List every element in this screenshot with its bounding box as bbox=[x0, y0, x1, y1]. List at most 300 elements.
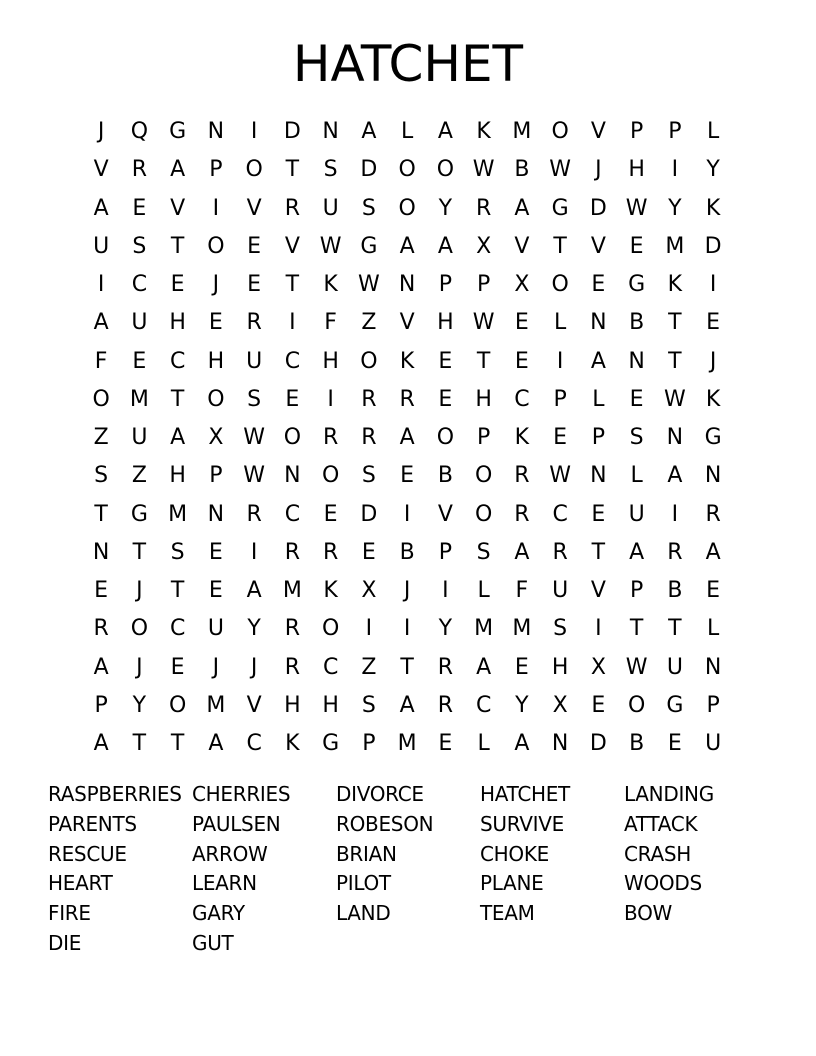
grid-letter: L bbox=[477, 578, 490, 603]
grid-letter: B bbox=[629, 731, 645, 756]
grid-letter: D bbox=[589, 195, 607, 221]
grid-letter: T bbox=[668, 310, 682, 336]
grid-letter: E bbox=[208, 310, 223, 336]
grid-letter: E bbox=[132, 348, 147, 374]
grid-letter: D bbox=[360, 157, 378, 183]
grid-letter: A bbox=[514, 539, 530, 565]
grid-letter: T bbox=[476, 348, 491, 374]
grid-row bbox=[82, 687, 732, 725]
grid-letter: Y bbox=[438, 616, 453, 642]
word-bank-item: DIVORCE bbox=[336, 782, 424, 806]
grid-letter: E bbox=[514, 310, 529, 336]
grid-letter: P bbox=[553, 386, 567, 412]
word-bank-item: RESCUE bbox=[48, 841, 127, 866]
grid-letter: L bbox=[630, 463, 643, 489]
grid-letter: H bbox=[628, 157, 645, 183]
grid-letter: K bbox=[399, 348, 415, 374]
grid-letter: E bbox=[438, 731, 453, 756]
grid-letter: M bbox=[397, 731, 417, 756]
grid-letter: L bbox=[706, 616, 720, 642]
grid-letter: R bbox=[552, 539, 568, 565]
grid-letter: J bbox=[97, 119, 105, 144]
grid-letter: R bbox=[246, 310, 262, 336]
grid-letter: A bbox=[361, 119, 377, 144]
grid-letter: W bbox=[625, 195, 648, 221]
grid-letter: E bbox=[170, 272, 185, 297]
grid-letter: L bbox=[706, 119, 720, 144]
grid-letter: O bbox=[207, 233, 225, 259]
grid-letter: O bbox=[207, 386, 225, 412]
word-bank-item: DIE bbox=[48, 930, 82, 955]
grid-letter: M bbox=[512, 616, 532, 642]
grid-letter: A bbox=[170, 157, 186, 183]
grid-letter: I bbox=[556, 348, 564, 374]
grid-letter: E bbox=[323, 501, 338, 527]
grid-letter: O bbox=[474, 463, 493, 489]
grid-letter: I bbox=[289, 310, 296, 336]
word-bank-item: LEARN bbox=[192, 871, 257, 896]
grid-letter: N bbox=[207, 119, 225, 144]
word-bank-item: BOW bbox=[624, 901, 672, 926]
grid-letter: I bbox=[97, 272, 105, 297]
grid-letter: Y bbox=[706, 157, 720, 183]
grid-letter: I bbox=[327, 386, 334, 412]
word-bank-item: PARENTS bbox=[48, 811, 137, 836]
grid-letter: W bbox=[243, 425, 265, 450]
grid-letter: V bbox=[399, 310, 415, 336]
grid-letter: P bbox=[94, 692, 108, 718]
grid-letter: P bbox=[438, 272, 453, 297]
grid-letter: S bbox=[170, 539, 185, 565]
grid-letter: T bbox=[668, 616, 682, 642]
grid-letter: F bbox=[94, 348, 108, 374]
grid-letter: C bbox=[169, 348, 186, 374]
grid-letter: O bbox=[245, 157, 263, 183]
grid-letter: V bbox=[590, 578, 606, 603]
grid-letter: E bbox=[514, 348, 529, 374]
grid-letter: W bbox=[243, 463, 265, 489]
grid-letter: R bbox=[322, 425, 339, 450]
grid-letter: F bbox=[515, 578, 529, 603]
grid-letter: E bbox=[629, 386, 644, 412]
grid-letter: U bbox=[666, 654, 683, 680]
grid-letter: C bbox=[131, 272, 148, 297]
grid-letter: I bbox=[365, 616, 373, 642]
grid-letter: W bbox=[625, 654, 648, 680]
grid-letter: B bbox=[399, 539, 415, 565]
grid-letter: D bbox=[704, 233, 722, 259]
grid-letter: T bbox=[94, 501, 108, 527]
grid-letter: A bbox=[590, 348, 606, 374]
grid-letter: M bbox=[474, 616, 494, 642]
grid-letter: G bbox=[360, 233, 378, 259]
grid-letter: K bbox=[705, 195, 721, 221]
grid-row bbox=[82, 343, 732, 381]
grid-letter: B bbox=[437, 463, 453, 489]
grid-letter: H bbox=[475, 386, 492, 412]
grid-letter: T bbox=[132, 731, 147, 756]
grid-letter: D bbox=[589, 731, 607, 756]
grid-row bbox=[82, 113, 732, 151]
grid-letter: B bbox=[629, 310, 645, 336]
grid-letter: R bbox=[322, 539, 339, 565]
grid-letter: R bbox=[705, 501, 721, 527]
grid-letter: C bbox=[169, 616, 186, 642]
grid-letter: I bbox=[250, 539, 258, 565]
grid-letter: J bbox=[250, 654, 258, 680]
grid-letter: J bbox=[403, 578, 411, 603]
grid-letter: E bbox=[438, 348, 453, 374]
grid-letter: C bbox=[514, 386, 530, 412]
word-bank-item: ROBESON bbox=[336, 811, 434, 836]
word-bank-item: GARY bbox=[192, 901, 245, 926]
grid-letter: A bbox=[93, 195, 109, 221]
grid-letter: I bbox=[250, 119, 258, 144]
grid-letter: E bbox=[285, 386, 300, 412]
grid-letter: A bbox=[437, 233, 453, 259]
grid-letter: R bbox=[93, 616, 109, 642]
grid-letter: A bbox=[629, 539, 645, 565]
word-bank-item: BRIAN bbox=[336, 841, 397, 866]
grid-letter: Z bbox=[131, 463, 147, 489]
grid-letter: G bbox=[666, 692, 684, 718]
grid-letter: E bbox=[553, 425, 568, 450]
grid-letter: E bbox=[132, 195, 147, 221]
grid-letter: B bbox=[667, 578, 683, 603]
grid-letter: Z bbox=[361, 654, 377, 680]
grid-letter: K bbox=[667, 272, 683, 297]
word-bank-item: CRASH bbox=[624, 841, 691, 866]
grid-letter: R bbox=[284, 539, 301, 565]
grid-letter: E bbox=[706, 310, 721, 336]
grid-letter: U bbox=[93, 233, 110, 259]
grid-letter: S bbox=[476, 539, 491, 565]
grid-letter: E bbox=[208, 539, 223, 565]
grid-letter: N bbox=[704, 463, 722, 489]
grid-letter: R bbox=[667, 539, 683, 565]
grid-letter: A bbox=[514, 195, 530, 221]
grid-letter: E bbox=[706, 578, 721, 603]
grid-letter: G bbox=[169, 119, 187, 144]
grid-letter: K bbox=[285, 731, 300, 756]
grid-letter: G bbox=[704, 425, 722, 450]
grid-letter: T bbox=[553, 233, 567, 259]
grid-letter: W bbox=[549, 157, 571, 183]
grid-letter: T bbox=[400, 654, 414, 680]
grid-letter: Z bbox=[361, 310, 377, 336]
grid-letter: K bbox=[323, 272, 338, 297]
grid-letter: A bbox=[514, 731, 530, 756]
grid-letter: U bbox=[246, 348, 263, 374]
grid-row bbox=[82, 572, 732, 610]
grid-letter: O bbox=[627, 692, 646, 718]
grid-row bbox=[82, 457, 732, 495]
grid-letter: W bbox=[663, 386, 686, 412]
grid-letter: O bbox=[436, 157, 455, 183]
grid-letter: S bbox=[247, 386, 262, 412]
grid-letter: S bbox=[361, 463, 376, 489]
grid-letter: H bbox=[207, 348, 225, 374]
word-bank-item: TEAM bbox=[480, 901, 535, 926]
grid-letter: X bbox=[208, 425, 224, 450]
grid-letter: M bbox=[206, 692, 226, 718]
grid-letter: T bbox=[591, 539, 606, 565]
grid-letter: N bbox=[628, 348, 645, 374]
grid-letter: P bbox=[629, 578, 644, 603]
grid-letter: W bbox=[472, 157, 495, 183]
grid-letter: E bbox=[629, 233, 644, 259]
grid-letter: S bbox=[132, 233, 147, 259]
grid-letter: M bbox=[512, 119, 532, 144]
grid-letter: C bbox=[552, 501, 568, 527]
word-bank-item: ARROW bbox=[192, 841, 268, 866]
grid-letter: O bbox=[168, 692, 187, 718]
grid-letter: N bbox=[284, 463, 301, 489]
grid-letter: N bbox=[551, 731, 569, 756]
grid-letter: I bbox=[403, 501, 411, 527]
grid-letter: I bbox=[671, 157, 679, 183]
grid-letter: A bbox=[208, 731, 224, 756]
grid-row bbox=[82, 381, 732, 419]
grid-letter: X bbox=[476, 233, 492, 259]
grid-letter: P bbox=[668, 119, 682, 144]
grid-letter: E bbox=[208, 578, 223, 603]
grid-letter: U bbox=[705, 731, 722, 756]
grid-letter: E bbox=[591, 272, 606, 297]
grid-letter: B bbox=[514, 157, 530, 183]
grid-letter: E bbox=[247, 233, 262, 259]
grid-letter: A bbox=[93, 731, 109, 756]
word-bank-item: CHOKE bbox=[480, 841, 549, 866]
grid-letter: D bbox=[283, 119, 301, 144]
grid-letter: W bbox=[549, 463, 571, 489]
grid-letter: O bbox=[474, 501, 493, 527]
grid-letter: S bbox=[553, 616, 568, 642]
word-bank-item: GUT bbox=[192, 930, 234, 955]
grid-letter: W bbox=[472, 310, 495, 336]
grid-letter: Y bbox=[515, 692, 529, 718]
grid-letter: J bbox=[212, 272, 220, 297]
grid-letter: F bbox=[324, 310, 337, 336]
grid-letter: V bbox=[246, 195, 262, 221]
grid-letter: C bbox=[475, 692, 492, 718]
grid-letter: X bbox=[514, 272, 530, 297]
grid-letter: C bbox=[322, 654, 339, 680]
grid-letter: Y bbox=[247, 616, 261, 642]
grid-letter: H bbox=[322, 348, 339, 374]
grid-letter: H bbox=[169, 310, 186, 336]
grid-letter: C bbox=[284, 501, 301, 527]
grid-letter: U bbox=[552, 578, 569, 603]
grid-letter: A bbox=[93, 654, 109, 680]
grid-letter: K bbox=[705, 386, 721, 412]
grid-row bbox=[82, 151, 732, 189]
grid-letter: V bbox=[93, 157, 109, 183]
grid-row bbox=[82, 610, 732, 648]
grid-letter: O bbox=[551, 272, 569, 297]
word-bank-item: CHERRIES bbox=[192, 782, 291, 806]
grid-letter: R bbox=[437, 692, 454, 718]
grid-letter: G bbox=[322, 731, 340, 756]
grid-letter: M bbox=[665, 233, 685, 259]
grid-letter: V bbox=[590, 119, 606, 144]
grid-letter: R bbox=[475, 195, 492, 221]
grid-letter: U bbox=[207, 616, 224, 642]
grid-letter: H bbox=[551, 654, 569, 680]
grid-letter: J bbox=[709, 348, 717, 374]
grid-letter: V bbox=[170, 195, 186, 221]
grid-letter: E bbox=[438, 386, 453, 412]
grid-letter: T bbox=[170, 731, 185, 756]
grid-letter: T bbox=[668, 348, 682, 374]
grid-letter: A bbox=[246, 578, 262, 603]
grid-letter: E bbox=[667, 731, 682, 756]
grid-letter: P bbox=[209, 157, 223, 183]
grid-letter: P bbox=[591, 425, 606, 450]
grid-letter: E bbox=[170, 654, 185, 680]
grid-letter: O bbox=[398, 157, 416, 183]
grid-letter: E bbox=[361, 539, 376, 565]
grid-letter: O bbox=[130, 616, 149, 642]
grid-letter: V bbox=[590, 233, 606, 259]
grid-letter: O bbox=[283, 425, 302, 450]
word-bank-item: WOODS bbox=[624, 871, 702, 896]
grid-letter: J bbox=[212, 654, 220, 680]
grid-letter: M bbox=[168, 501, 188, 527]
grid-letter: R bbox=[437, 654, 454, 680]
grid-letter: Z bbox=[93, 425, 109, 450]
grid-letter: P bbox=[362, 731, 376, 756]
grid-letter: J bbox=[136, 578, 143, 603]
grid-letter: R bbox=[131, 157, 148, 183]
grid-letter: G bbox=[130, 501, 148, 527]
word-bank bbox=[48, 780, 768, 959]
grid-letter: N bbox=[704, 654, 722, 680]
grid-letter: E bbox=[591, 501, 606, 527]
word-bank-item: LANDING bbox=[624, 782, 714, 806]
grid-letter: X bbox=[590, 654, 606, 680]
grid-letter: G bbox=[551, 195, 569, 221]
grid-letter: E bbox=[94, 578, 109, 603]
grid-letter: N bbox=[322, 119, 339, 144]
letter-grid bbox=[82, 113, 732, 763]
grid-letter: S bbox=[323, 157, 338, 183]
grid-row bbox=[82, 304, 732, 342]
grid-letter: T bbox=[285, 272, 300, 297]
grid-letter: P bbox=[629, 119, 644, 144]
grid-letter: A bbox=[476, 654, 492, 680]
grid-letter: R bbox=[399, 386, 415, 412]
grid-letter: S bbox=[629, 425, 644, 450]
grid-letter: X bbox=[361, 578, 377, 603]
grid-row bbox=[82, 419, 732, 457]
grid-letter: X bbox=[552, 692, 568, 718]
word-bank-item: RASPBERRIES bbox=[48, 782, 182, 806]
grid-letter: V bbox=[284, 233, 300, 259]
grid-letter: N bbox=[590, 463, 607, 489]
grid-letter: O bbox=[92, 386, 110, 412]
grid-letter: I bbox=[212, 195, 220, 221]
grid-letter: O bbox=[551, 119, 569, 144]
grid-row bbox=[82, 190, 732, 228]
grid-row bbox=[82, 266, 732, 304]
grid-letter: P bbox=[438, 539, 453, 565]
grid-letter: T bbox=[285, 157, 300, 183]
grid-letter: S bbox=[94, 463, 109, 489]
grid-letter: E bbox=[247, 272, 262, 297]
grid-letter: L bbox=[477, 731, 490, 756]
grid-letter: O bbox=[398, 195, 416, 221]
grid-letter: G bbox=[628, 272, 646, 297]
grid-row bbox=[82, 228, 732, 266]
word-bank-item: SURVIVE bbox=[480, 811, 564, 836]
grid-row bbox=[82, 496, 732, 534]
word-bank-item: FIRE bbox=[48, 901, 91, 926]
grid-letter: P bbox=[476, 425, 491, 450]
word-bank-item: PLANE bbox=[480, 871, 544, 896]
grid-letter: I bbox=[595, 616, 602, 642]
grid-letter: H bbox=[437, 310, 454, 336]
grid-letter: W bbox=[357, 272, 380, 297]
grid-letter: O bbox=[321, 616, 340, 642]
grid-letter: L bbox=[592, 386, 605, 412]
grid-letter: Y bbox=[438, 195, 453, 221]
grid-letter: S bbox=[361, 692, 376, 718]
word-bank-item: HATCHET bbox=[480, 782, 570, 806]
grid-letter: N bbox=[92, 539, 110, 565]
word-bank-item: LAND bbox=[336, 901, 391, 926]
word-bank-item: HEART bbox=[48, 871, 113, 896]
grid-letter: V bbox=[246, 692, 262, 718]
grid-letter: O bbox=[436, 425, 455, 450]
grid-letter: N bbox=[207, 501, 225, 527]
grid-letter: N bbox=[398, 272, 416, 297]
word-bank-item: ATTACK bbox=[624, 811, 698, 836]
grid-row bbox=[82, 725, 732, 763]
grid-letter: R bbox=[246, 501, 262, 527]
grid-letter: Q bbox=[130, 119, 149, 144]
grid-letter: C bbox=[246, 731, 262, 756]
grid-letter: H bbox=[322, 692, 339, 718]
grid-letter: J bbox=[595, 157, 602, 183]
grid-letter: A bbox=[170, 425, 186, 450]
grid-letter: A bbox=[399, 692, 415, 718]
grid-letter: W bbox=[319, 233, 342, 259]
grid-letter: T bbox=[132, 539, 147, 565]
grid-letter: E bbox=[400, 463, 415, 489]
grid-letter: Y bbox=[132, 692, 147, 718]
grid-letter: I bbox=[442, 578, 449, 603]
grid-letter: K bbox=[514, 425, 530, 450]
grid-letter: P bbox=[209, 463, 223, 489]
puzzle-title: HATCHET bbox=[292, 35, 524, 93]
grid-letter: C bbox=[284, 348, 301, 374]
grid-letter: A bbox=[399, 233, 415, 259]
grid-letter: D bbox=[360, 501, 378, 527]
grid-letter: I bbox=[403, 616, 411, 642]
grid-letter: R bbox=[514, 501, 530, 527]
grid-row bbox=[82, 649, 732, 687]
grid-row bbox=[82, 534, 732, 572]
grid-letter: A bbox=[93, 310, 109, 336]
grid-letter: K bbox=[476, 119, 491, 144]
grid-letter: R bbox=[514, 463, 530, 489]
grid-letter: O bbox=[360, 348, 378, 374]
grid-letter: R bbox=[361, 425, 377, 450]
grid-letter: Y bbox=[668, 195, 682, 221]
grid-letter: T bbox=[629, 616, 644, 642]
grid-letter: L bbox=[553, 310, 567, 336]
